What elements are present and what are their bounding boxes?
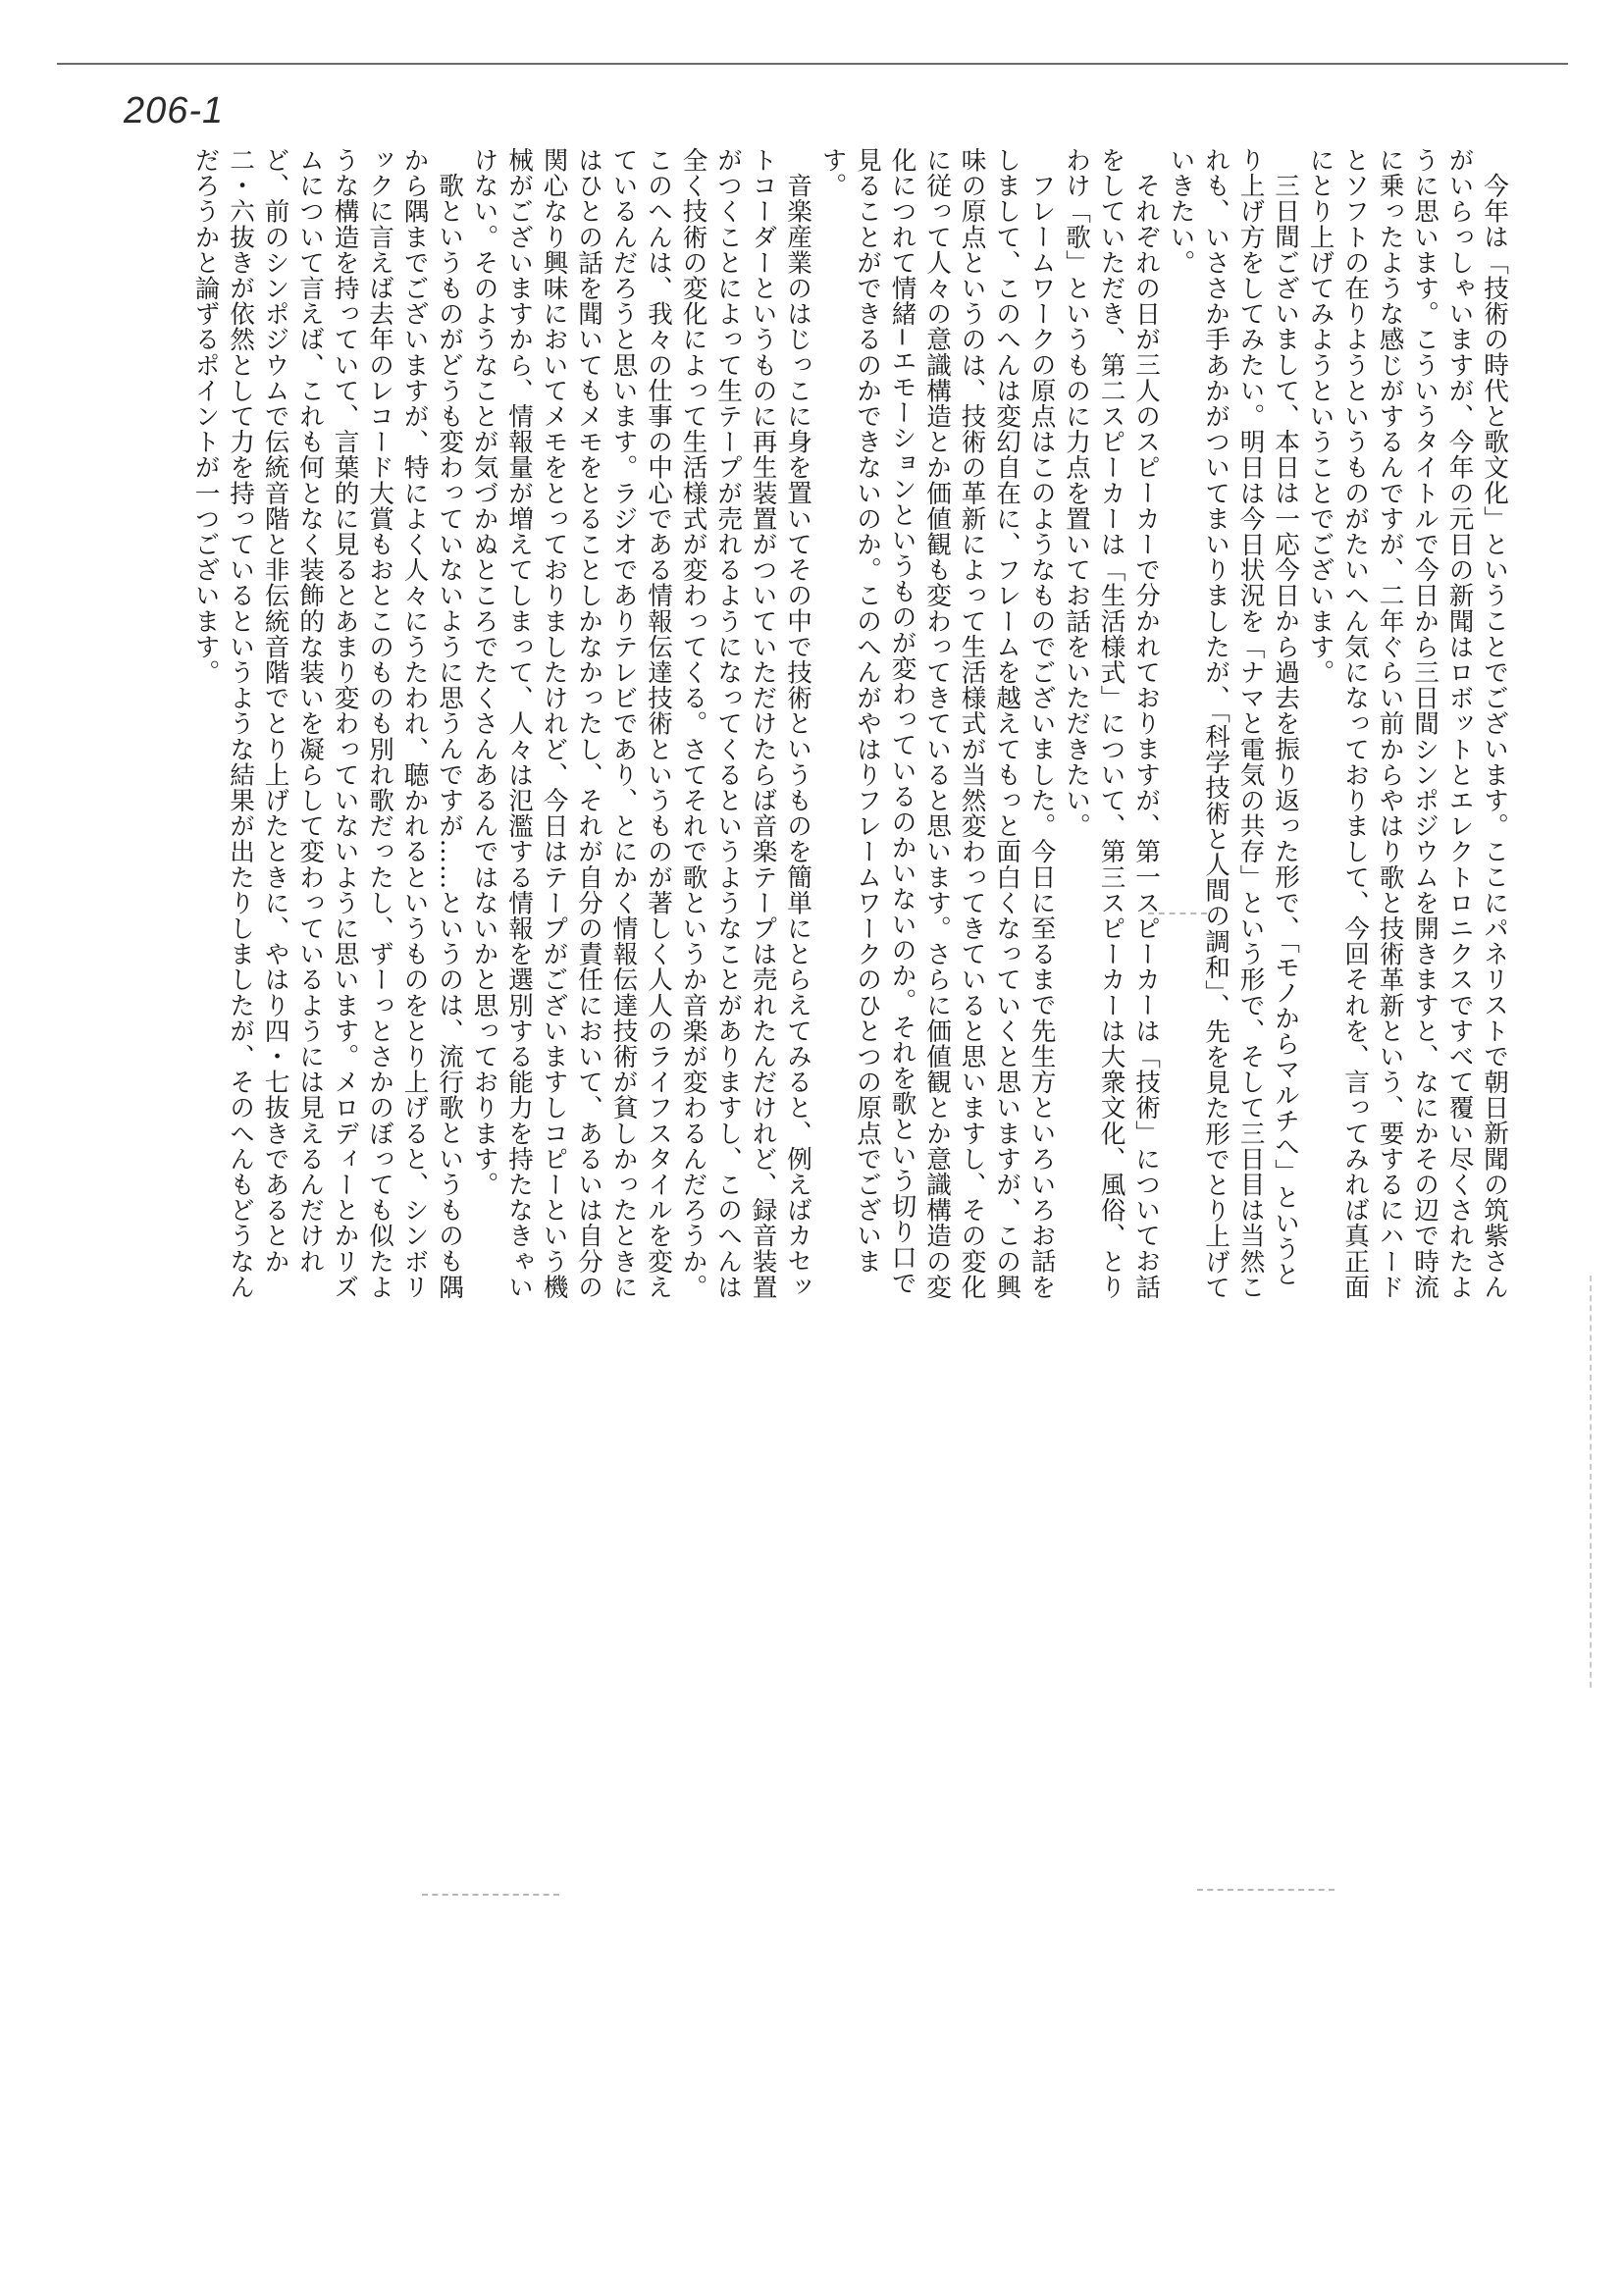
scan-edge-mark bbox=[1590, 1276, 1592, 1688]
scan-mark-right bbox=[1197, 1889, 1335, 1891]
page-number: 206-1 bbox=[124, 90, 225, 131]
paragraph-3: それぞれの日が三人のスピーカーで分かれておりますが、第一スピーカーは「技術」についてお話をしていただき、第二スピーカーは「生活様式」について、第三スピーカーは大衆文化、風俗、とりわけ「歌」というものに力点を置いてお話をいただきたい。 bbox=[1062, 147, 1161, 1300]
scan-mark-center bbox=[1148, 913, 1207, 914]
paragraph-4: フレームワークの原点はこのようなものでございました。今日に至るまで先生方といろいろお話をしまして、このへんは変幻自在に、フレームを越えてもっと面白くなっていくと思いますが、この興味の原点というのは、技術の革新によって生活様式が当然変わってきていると思いますし、その変化に従って人々の意識構造とか価値観も変わってきていると思います。さらに価値観とか意識構造の変化につれて情緒−エモーションというものが変わっているのかいないのか。それを歌という切り口で見ることができるのかできないのか。このへんがやはりフレームワークのひとつの原点でございます。 bbox=[817, 147, 1057, 1300]
paragraph-5: 音楽産業のはじっこに身を置いてその中で技術というものを簡単にとらえてみると、例えばカセットコーダーというものに再生装置がついていただけたらば音楽テープは売れたんだけれど、録音装置がつくことによって生テープが売れるようになってくるというようなことがありますし、このへんは全く技術の変化によって生活様式が変わってくる。さてそれで歌というか音楽が変わるんだろうか。このへんは、我々の仕事の中心である情報伝達技術というものが著しく人人のライフスタイルを変えているんだろうと思います。ラジオでありテレビであり、とにかく情報伝達技術が貧しかったときにはひとの話を聞いてもメモをとることしかなかったし、それが自分の責任において、あるいは自分の関心なり興味においてメモをとっておりましたけれど、今日はテープがございますしコピーという機械がございますから、情報量が増えてしまって、人々は氾濫する情報を選別する能力を持たなきゃいけない。そのようなことが気づかぬところでたくさんあるんではないかと思っております。 bbox=[469, 147, 812, 1300]
scan-mark-left bbox=[422, 1894, 559, 1896]
paragraph-1: 今年は「技術の時代と歌文化」ということでございます。ここにパネリストで朝日新聞の筑紫さんがいらっしゃいますが、今年の元日の新聞はロボットとエレクトロニクスですべて覆い尽くされたように思います。こういうタイトルで今日から三日間シンポジウムを開きますと、なにかその辺で時流に乗ったような感じがするんですが、二年ぐらい前からやはり歌と技術革新という、要するにハードとソフトの在りようというものがたいへん気になっておりまして、今回それを、言ってみれば真正面にとり上げてみようということでございます。 bbox=[1305, 147, 1509, 1300]
top-rule bbox=[57, 63, 1568, 65]
paragraph-2: 三日間ございまして、本日は一応今日から過去を振り返った形で、「モノからマルチへ」というとり上げ方をしてみたい。明日は今日状況を「ナマと電気の共存」という形で、そして三日目は当然これも、いささか手あかがついてまいりましたが、「科学技術と人間の調和」、先を見た形でとり上げていきたい。 bbox=[1166, 147, 1300, 1300]
vertical-text-block bbox=[147, 147, 1511, 1305]
paragraph-6: 歌というものがどうも変わっていないように思うんですが……というのは、流行歌というものも隅から隅までございますが、特によく人々にうたわれ、聴かれるというものをとり上げると、シンボリックに言えば去年のレコード大賞もおとこのものも別れ歌だったし、ずーっとさかのぼっても似たような構造を持っていて、言葉的に見るとあまり変わっていないように思います。メロディーとかリズムについて言えば、これも何となく装飾的な装いを凝らして変わっているようには見えるんだけれど、前のシンポジウムで伝統音階と非伝統音階でとり上げたときに、やはり四・七抜きであるとか二・六抜きが依然として力を持っているというような結果が出たりしましたが、そのへんもどうなんだろうかと論ずるポイントが一つございます。 bbox=[190, 147, 464, 1300]
